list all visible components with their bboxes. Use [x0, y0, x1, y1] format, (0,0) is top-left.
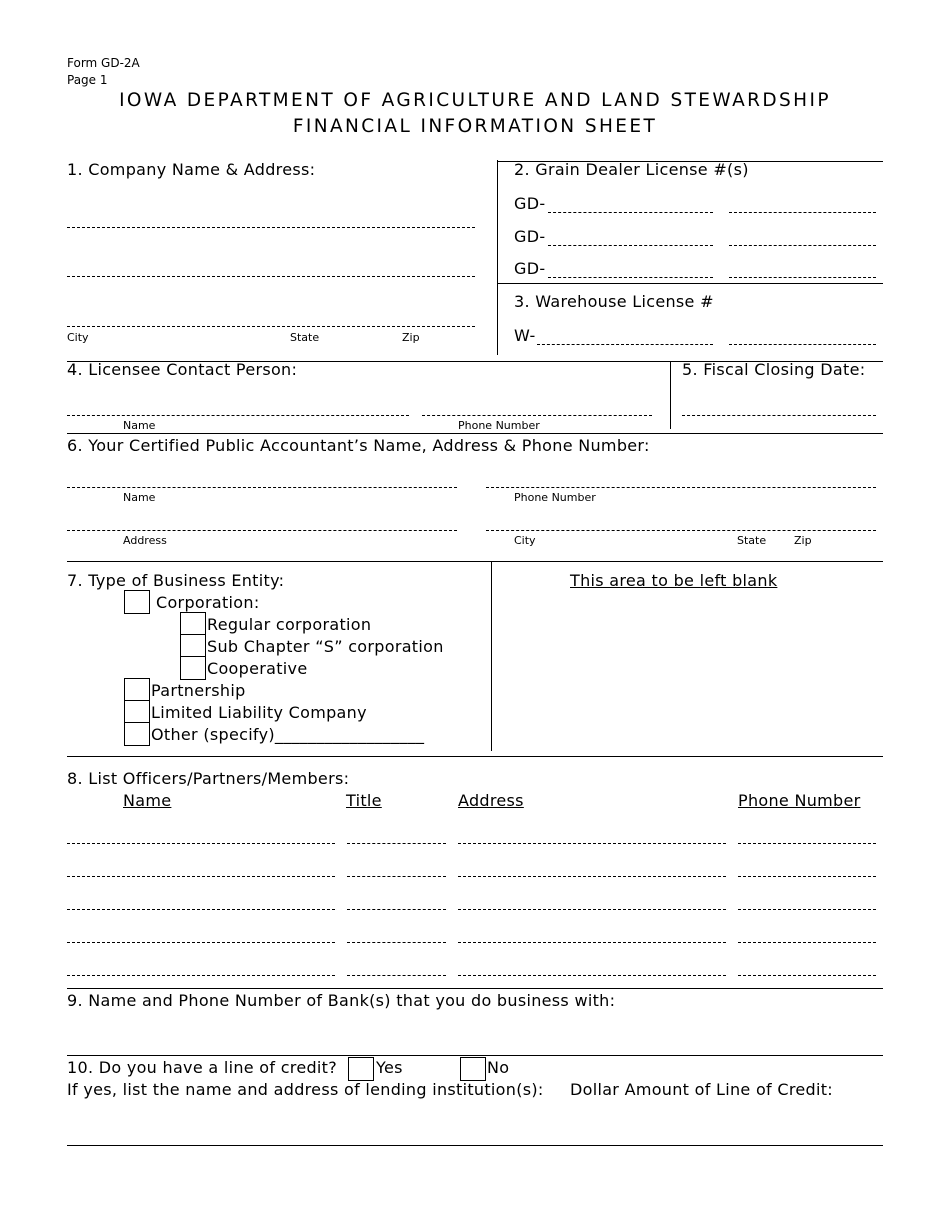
- officer-address-field[interactable]: [458, 975, 726, 976]
- officer-phone-field[interactable]: [738, 975, 876, 976]
- warehouse-license-field-b[interactable]: [729, 344, 876, 345]
- officers-col-address: Address: [458, 791, 524, 810]
- officer-address-field[interactable]: [458, 843, 726, 844]
- llc-checkbox[interactable]: [124, 700, 150, 724]
- dollar-amount-label: Dollar Amount of Line of Credit:: [570, 1080, 833, 1099]
- gd-prefix-2: GD-: [514, 227, 546, 246]
- officer-title-field[interactable]: [347, 876, 446, 877]
- lending-institution-label: If yes, list the name and address of lending institution(s):: [67, 1080, 544, 1099]
- fiscal-closing-date-label: 5. Fiscal Closing Date:: [682, 360, 866, 379]
- grain-dealer-license-label: 2. Grain Dealer License #(s): [514, 160, 749, 179]
- llc-label: Limited Liability Company: [151, 703, 367, 722]
- divider: [67, 756, 883, 757]
- corporation-label: Corporation:: [156, 593, 260, 612]
- warehouse-license-label: 3. Warehouse License #: [514, 292, 714, 311]
- business-entity-label: 7. Type of Business Entity:: [67, 571, 285, 590]
- officers-col-phone: Phone Number: [738, 791, 861, 810]
- divider: [491, 561, 492, 751]
- divider: [67, 561, 883, 562]
- sub-s-corporation-label: Sub Chapter “S” corporation: [207, 637, 444, 656]
- officers-col-title: Title: [346, 791, 382, 810]
- officer-title-field[interactable]: [347, 942, 446, 943]
- officer-phone-field[interactable]: [738, 909, 876, 910]
- officer-name-field[interactable]: [67, 975, 335, 976]
- warehouse-license-field[interactable]: [537, 344, 713, 345]
- cpa-city-caption: City: [514, 534, 536, 547]
- officer-name-field[interactable]: [67, 942, 335, 943]
- cooperative-checkbox[interactable]: [180, 656, 206, 680]
- company-address-line-1[interactable]: [67, 227, 475, 228]
- officer-phone-field[interactable]: [738, 876, 876, 877]
- cpa-name-field[interactable]: [67, 487, 457, 488]
- cpa-label: 6. Your Certified Public Accountant’s Name, Address & Phone Number:: [67, 436, 650, 455]
- regular-corporation-label: Regular corporation: [207, 615, 372, 634]
- divider: [67, 1145, 883, 1146]
- cpa-name-caption: Name: [123, 491, 156, 504]
- cpa-zip-caption: Zip: [794, 534, 812, 547]
- company-address-line-2[interactable]: [67, 276, 475, 277]
- divider: [67, 433, 883, 434]
- gd-license-field-1b[interactable]: [729, 212, 876, 213]
- contact-phone-field[interactable]: [422, 415, 652, 416]
- partnership-checkbox[interactable]: [124, 678, 150, 702]
- divider: [67, 1055, 883, 1056]
- divider: [670, 361, 671, 429]
- gd-license-field-3b[interactable]: [729, 277, 876, 278]
- no-label: No: [487, 1058, 510, 1077]
- state-caption: State: [290, 331, 320, 344]
- line-of-credit-no-checkbox[interactable]: [460, 1057, 486, 1081]
- gd-license-field-2[interactable]: [548, 245, 713, 246]
- divider: [497, 283, 883, 284]
- officer-phone-field[interactable]: [738, 843, 876, 844]
- form-id: Form GD-2A: [67, 56, 140, 70]
- company-name-address-label: 1. Company Name & Address:: [67, 160, 316, 179]
- cpa-phone-field[interactable]: [486, 487, 876, 488]
- cpa-state-caption: State: [737, 534, 767, 547]
- blank-area-note: This area to be left blank: [570, 571, 778, 590]
- partnership-label: Partnership: [151, 681, 246, 700]
- officer-title-field[interactable]: [347, 975, 446, 976]
- officer-title-field[interactable]: [347, 843, 446, 844]
- corporation-checkbox[interactable]: [124, 590, 150, 614]
- cpa-phone-caption: Phone Number: [514, 491, 596, 504]
- phone-caption: Phone Number: [458, 419, 540, 432]
- page-number: Page 1: [67, 73, 108, 87]
- divider: [67, 988, 883, 989]
- officers-label: 8. List Officers/Partners/Members:: [67, 769, 350, 788]
- w-prefix: W-: [514, 326, 536, 345]
- bank-label: 9. Name and Phone Number of Bank(s) that you do business with:: [67, 991, 616, 1010]
- page-subtitle: FINANCIAL INFORMATION SHEET: [292, 116, 658, 137]
- officer-address-field[interactable]: [458, 942, 726, 943]
- officer-name-field[interactable]: [67, 909, 335, 910]
- yes-label: Yes: [376, 1058, 403, 1077]
- regular-corporation-checkbox[interactable]: [180, 612, 206, 636]
- contact-name-field[interactable]: [67, 415, 409, 416]
- other-checkbox[interactable]: [124, 722, 150, 746]
- officer-title-field[interactable]: [347, 909, 446, 910]
- cooperative-label: Cooperative: [207, 659, 308, 678]
- sub-s-corporation-checkbox[interactable]: [180, 634, 206, 658]
- cpa-city-state-zip-field[interactable]: [486, 530, 876, 531]
- gd-prefix-3: GD-: [514, 259, 546, 278]
- gd-license-field-2b[interactable]: [729, 245, 876, 246]
- contact-person-label: 4. Licensee Contact Person:: [67, 360, 298, 379]
- officers-col-name: Name: [123, 791, 172, 810]
- name-caption: Name: [123, 419, 156, 432]
- officer-name-field[interactable]: [67, 843, 335, 844]
- line-of-credit-yes-checkbox[interactable]: [348, 1057, 374, 1081]
- officer-address-field[interactable]: [458, 909, 726, 910]
- gd-license-field-3[interactable]: [548, 277, 713, 278]
- company-city-state-zip-line[interactable]: [67, 326, 475, 327]
- fiscal-closing-date-field[interactable]: [682, 415, 876, 416]
- cpa-address-caption: Address: [123, 534, 167, 547]
- other-specify-label[interactable]: Other (specify)__________________: [151, 725, 425, 744]
- divider: [497, 160, 498, 355]
- zip-caption: Zip: [402, 331, 420, 344]
- cpa-address-field[interactable]: [67, 530, 457, 531]
- page-title: IOWA DEPARTMENT OF AGRICULTURE AND LAND STEWARDSHIP: [119, 90, 831, 111]
- officer-name-field[interactable]: [67, 876, 335, 877]
- line-of-credit-question: 10. Do you have a line of credit?: [67, 1058, 338, 1077]
- city-caption: City: [67, 331, 89, 344]
- gd-license-field-1[interactable]: [548, 212, 713, 213]
- officer-phone-field[interactable]: [738, 942, 876, 943]
- gd-prefix-1: GD-: [514, 194, 546, 213]
- officer-address-field[interactable]: [458, 876, 726, 877]
